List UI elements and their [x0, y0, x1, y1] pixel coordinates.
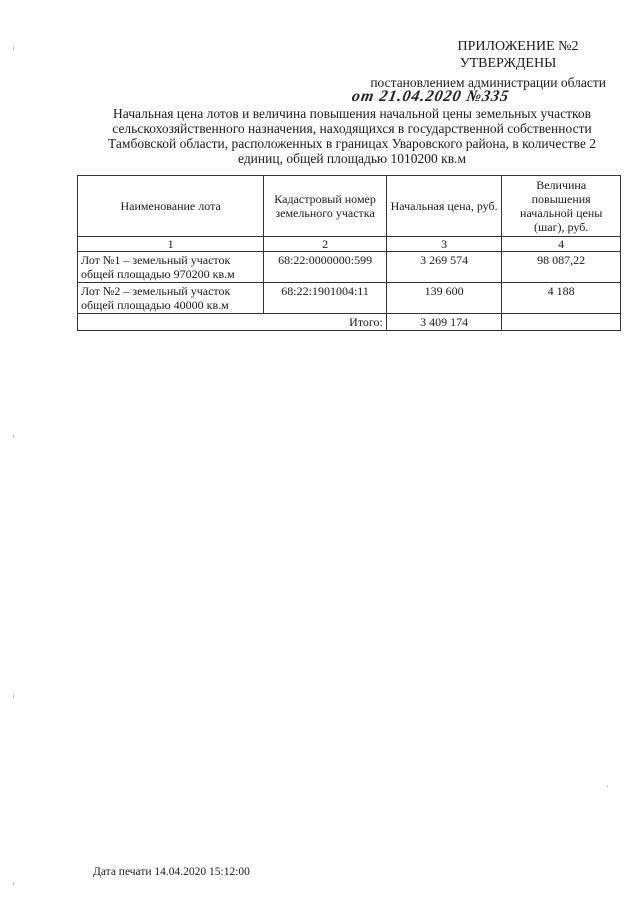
handwritten-date-number: от 21.04.2020 №335: [350, 88, 511, 105]
table-total-row: [78, 314, 621, 331]
lot-name-cell: Лот №2 – земельный участок общей площадью 40000 кв.м: [78, 283, 264, 314]
table-number-row: [78, 237, 621, 252]
scan-mark: [13, 882, 14, 885]
step-cell: 4 188: [502, 283, 621, 314]
column-number: 4: [502, 237, 621, 252]
price-cell: 139 600: [386, 283, 501, 314]
price-cell: 3 269 574: [386, 252, 501, 283]
column-number: 1: [78, 237, 264, 252]
header-price: Начальная цена, руб.: [386, 176, 501, 237]
table-header-row: [78, 176, 621, 237]
header-lot-name: Наименование лота: [78, 176, 264, 237]
cadastral-cell: 68:22:0000000:599: [264, 252, 387, 283]
scan-mark: [607, 785, 608, 788]
column-number: 2: [264, 237, 387, 252]
scan-mark: [13, 435, 14, 438]
header-step: Величина повышения начальной цены (шаг), руб.: [502, 176, 621, 237]
total-value: 3 409 174: [386, 314, 501, 331]
total-label: Итого:: [78, 314, 387, 331]
header-cadastral: Кадастровый номер земельного участка: [264, 176, 387, 237]
total-step-empty: [502, 314, 621, 331]
cadastral-cell: 68:22:1901004:11: [264, 283, 387, 314]
step-cell: 98 087,22: [502, 252, 621, 283]
resolution-label: постановлением администрации области: [370, 75, 606, 90]
column-number: 3: [386, 237, 501, 252]
print-date: Дата печати 14.04.2020 15:12:00: [93, 866, 250, 878]
document-title: Начальная цена лотов и величина повышения начальной цены земельных участков сельскохозяйственного назначения, находящихся в государственной собственности Тамбовской области, расположенных в границах Уваровского района, в количестве 2 единиц, общей площадью 1010200 кв.м: [108, 106, 596, 166]
scan-mark: [13, 695, 14, 698]
approved-label: УТВЕРЖДЕНЫ: [459, 56, 557, 71]
lots-table: [77, 175, 621, 331]
table-row: [78, 252, 621, 283]
lot-name-cell: Лот №1 – земельный участок общей площадью 970200 кв.м: [78, 252, 264, 283]
scan-mark: [13, 47, 14, 50]
appendix-label: ПРИЛОЖЕНИЕ №2: [457, 39, 579, 54]
table-row: [78, 283, 621, 314]
